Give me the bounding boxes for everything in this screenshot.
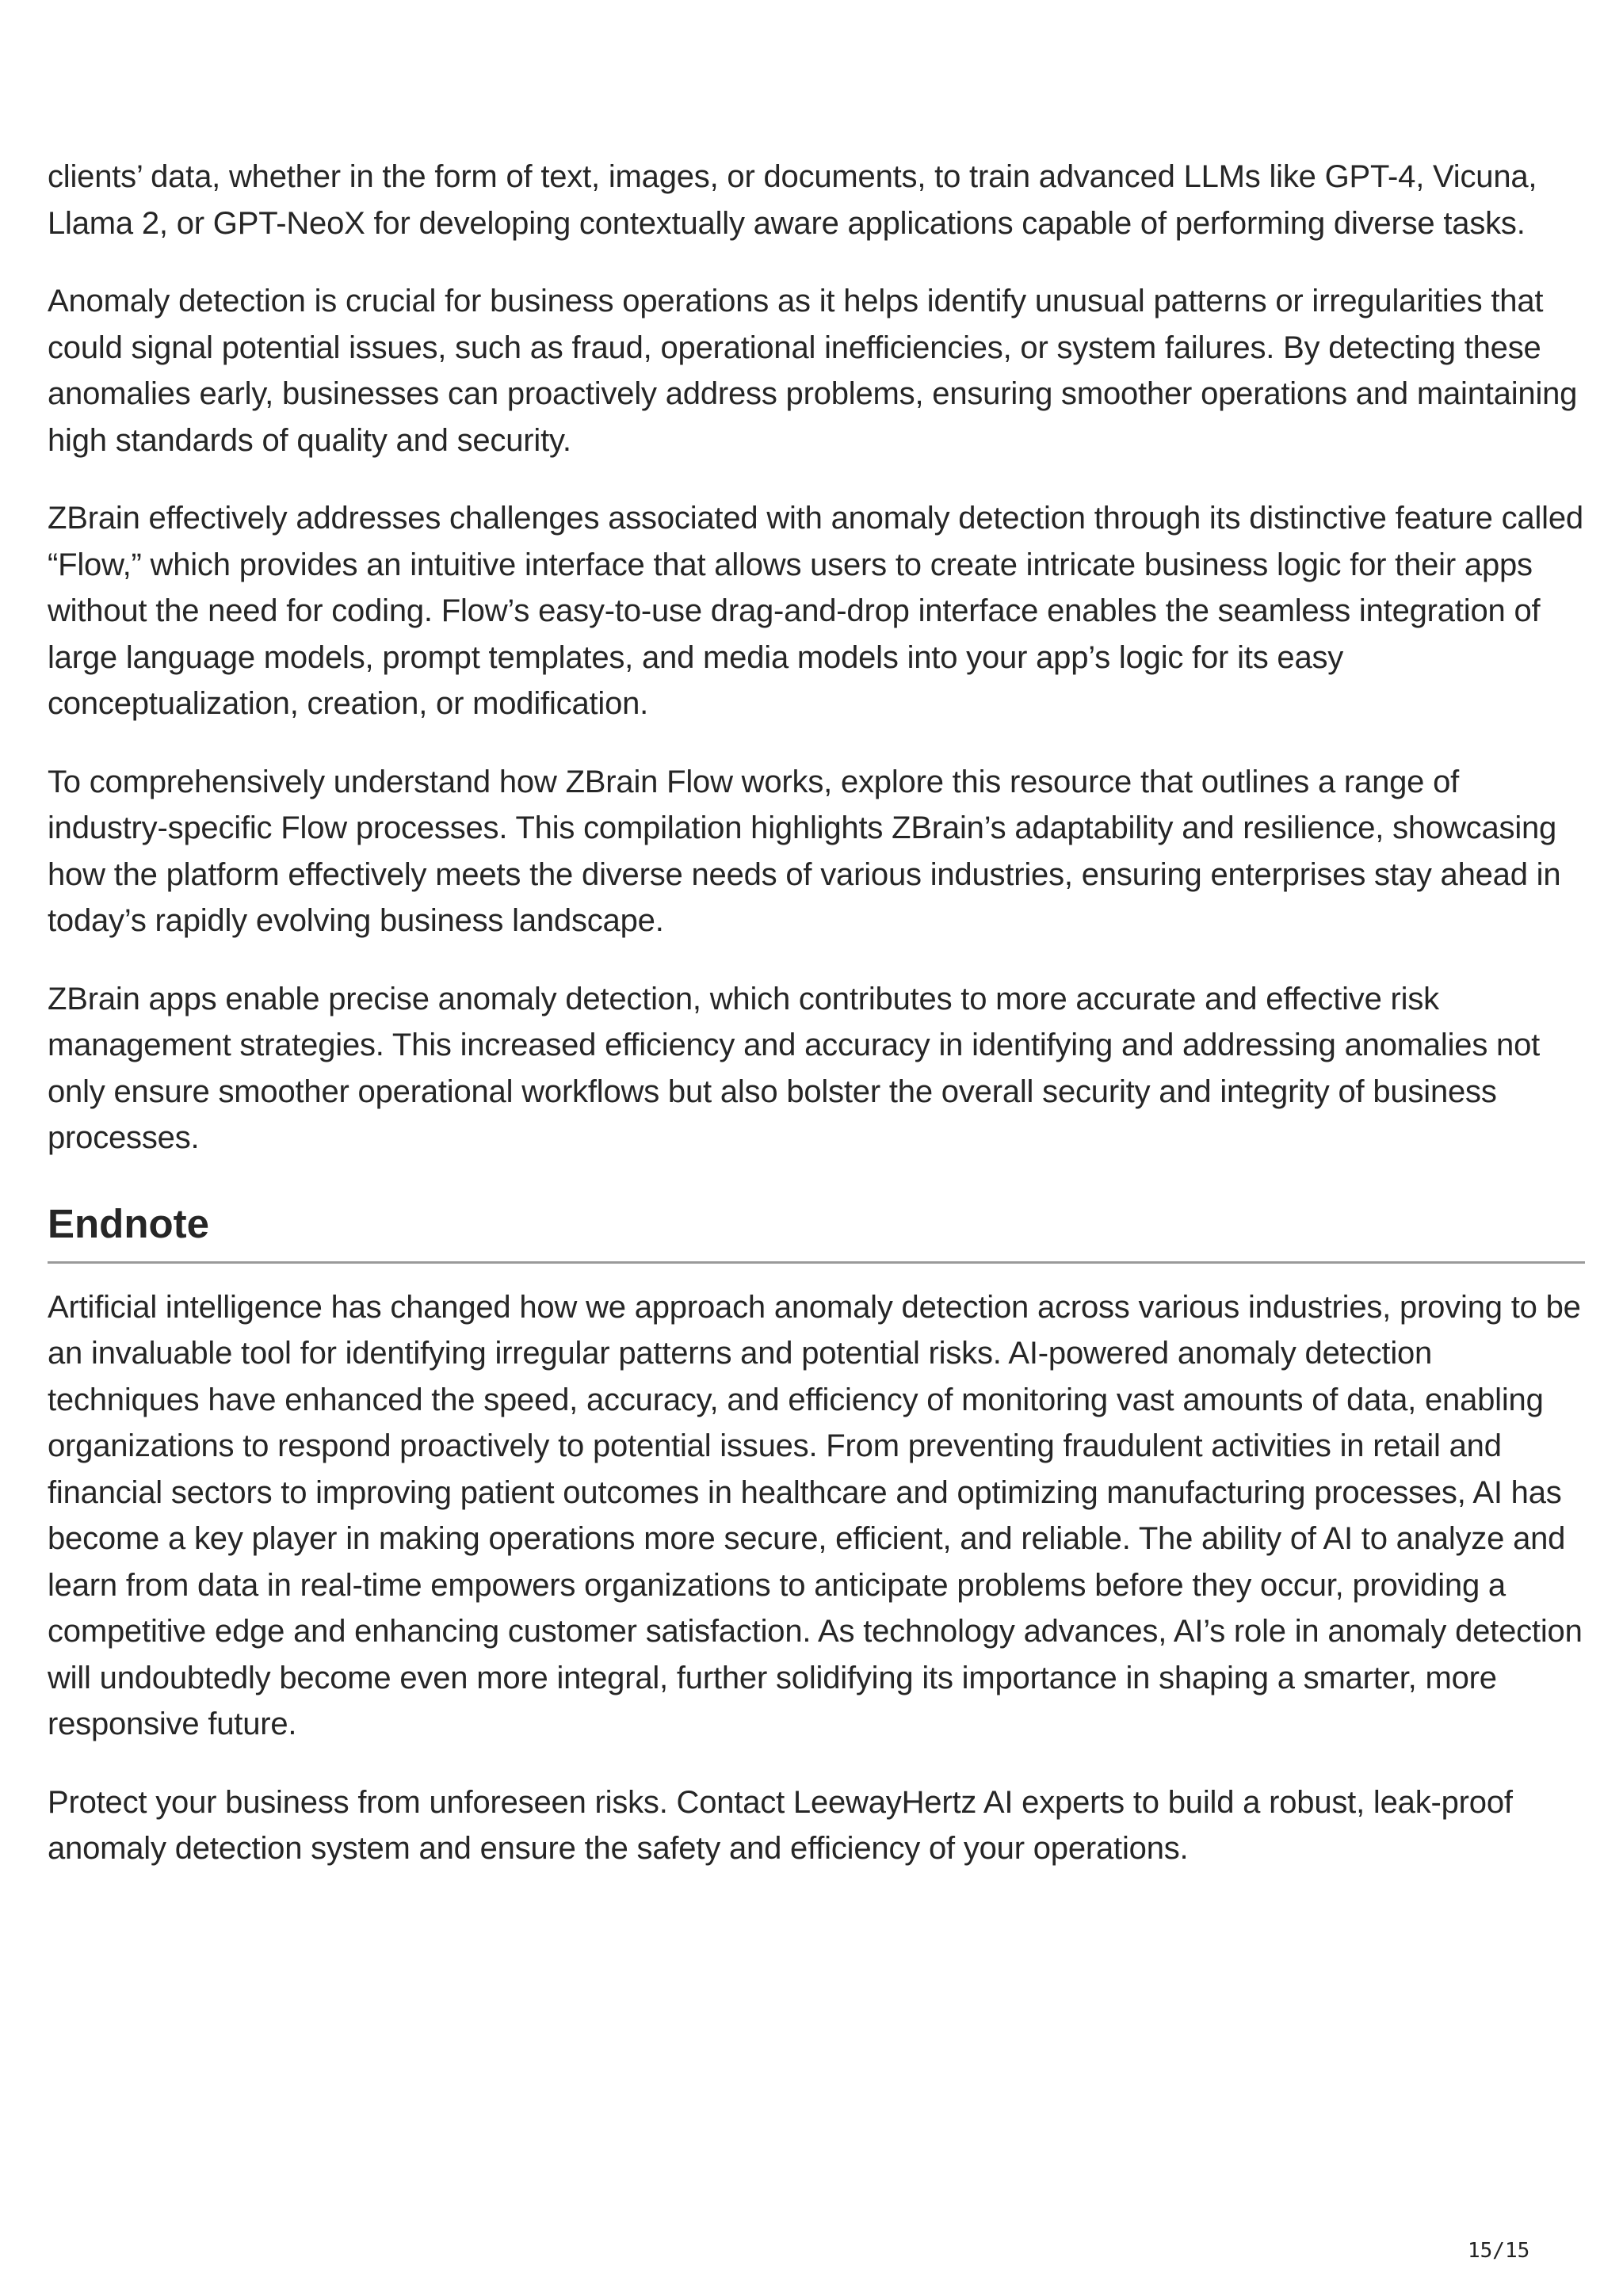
page-number: 15/15	[1468, 2239, 1530, 2263]
paragraph-flow-resource: To comprehensively understand how ZBrain Flow works, explore this resource that outlines a range of industry-specific Flow processes. This compilation highlights ZBrain’s adaptability and resilience, showcasing how the platform effectively meets the diverse needs of various industries, ensuring enterprises stay ahead in today’s rapidly evolving business landscape.	[48, 764, 1561, 938]
section-heading-endnote: Endnote	[48, 1200, 209, 1246]
paragraph-endnote-summary: Artificial intelligence has changed how we approach anomaly detection across various industries, proving to be an invaluable tool for identifying irregular patterns and potential risks. AI-powered anomaly detection techniques have enhanced the speed, accuracy, and efficiency of monitoring vast amounts of data, enabling organizations to respond proactively to potential issues. From preventing fraudulent activities in retail and financial sectors to improving patient outcomes in healthcare and optimizing manufacturing processes, AI has become a key player in making operations more secure, efficient, and reliable. The ability of AI to analyze and learn from data in real-time empowers organizations to anticipate problems before they occur, providing a competitive edge and enhancing customer satisfaction. As technology advances, AI’s role in anomaly detection will undoubtedly become even more integral, further solidifying its importance in shaping a smarter, more responsive future.	[48, 1289, 1583, 1741]
heading-divider	[48, 1261, 1585, 1264]
document-body	[48, 154, 1585, 1904]
paragraph-anomaly-importance: Anomaly detection is crucial for business operations as it helps identify unusual patterns or irregularities that could signal potential issues, such as fraud, operational inefficiencies, or system failures. By detecting these anomalies early, businesses can proactively address problems, ensuring smoother operations and maintaining high standards of quality and security.	[48, 284, 1578, 458]
paragraph-llm-training: clients’ data, whether in the form of text, images, or documents, to train advanced LLMs like GPT-4, Vicuna, Llama 2, or GPT-NeoX for developing contextually aware applications capable of performing diverse tasks.	[48, 159, 1537, 241]
paragraph-zbrain-apps: ZBrain apps enable precise anomaly detection, which contributes to more accurate and effective risk management strategies. This increased efficiency and accuracy in identifying and addressing anomalies not only ensure smoother operational workflows but also bolster the overall security and integrity of business processes.	[48, 981, 1541, 1155]
paragraph-zbrain-flow: ZBrain effectively addresses challenges associated with anomaly detection through its distinctive feature called “Flow,” which provides an intuitive interface that allows users to create intricate business logic for their apps without the need for coding. Flow’s easy-to-use drag-and-drop interface enables the seamless integration of large language models, prompt templates, and media models into your app’s logic for its easy conceptualization, creation, or modification.	[48, 501, 1583, 721]
paragraph-call-to-action: Protect your business from unforeseen risks. Contact LeewayHertz AI experts to build a robust, leak-proof anomaly detection system and ensure the safety and efficiency of your operations.	[48, 1784, 1513, 1866]
